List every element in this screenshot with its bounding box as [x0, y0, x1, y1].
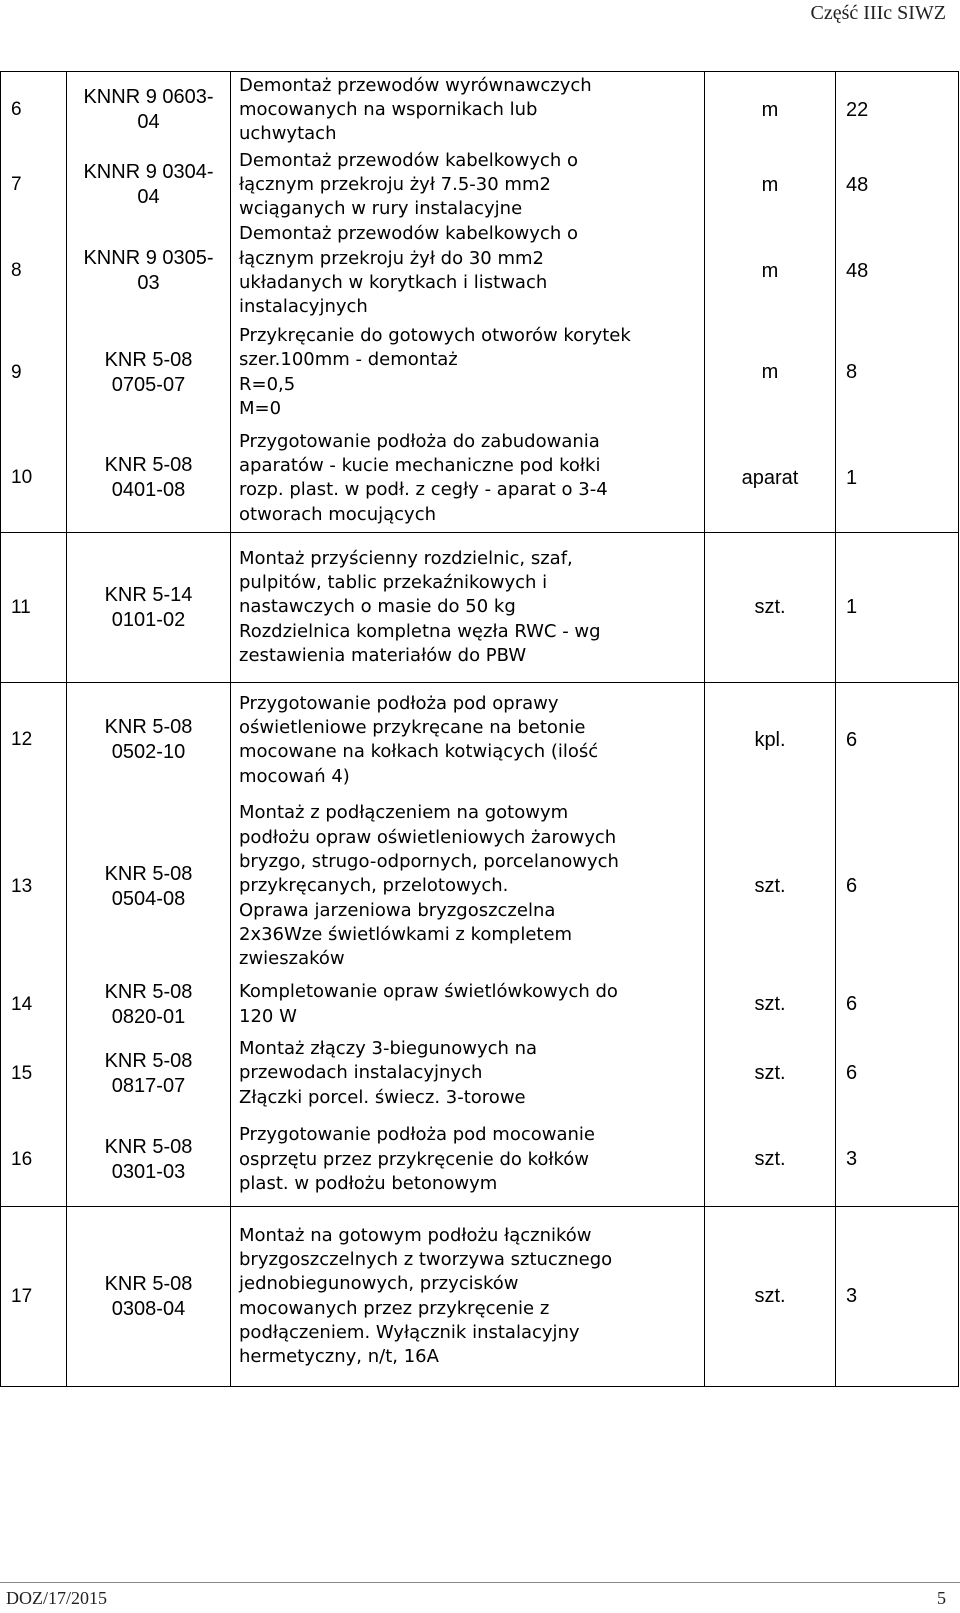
- work-description: Przygotowanie podłoża pod mocowanie osprzętu przez przykręcenie do kołków plast. w podłożu betonowym: [231, 1114, 705, 1207]
- work-description: Demontaż przewodów wyrównawczych mocowanych na wspornikach lub uchwytach: [231, 72, 705, 149]
- work-description: Przykręcanie do gotowych otworów korytek szer.100mm - demontaż R=0,5 M=0: [231, 321, 705, 425]
- quantity: 6: [836, 798, 959, 976]
- table-row: [1, 533, 959, 683]
- table-row: [1, 321, 959, 425]
- catalog-code: KNR 5-08 0705-07: [67, 321, 231, 425]
- row-number: 9: [1, 321, 67, 425]
- catalog-code: KNR 5-08 0504-08: [67, 798, 231, 976]
- unit: szt.: [705, 976, 836, 1034]
- footer-divider: [0, 1582, 960, 1583]
- quantity: 8: [836, 321, 959, 425]
- unit: m: [705, 222, 836, 321]
- row-number: 12: [1, 683, 67, 798]
- catalog-code: KNNR 9 0603- 04: [67, 72, 231, 149]
- catalog-code: KNR 5-14 0101-02: [67, 533, 231, 683]
- quantity: 1: [836, 425, 959, 533]
- unit: m: [705, 321, 836, 425]
- row-number: 17: [1, 1207, 67, 1387]
- work-description: Przygotowanie podłoża do zabudowania aparatów - kucie mechaniczne pod kołki rozp. plast. w podł. z cegły - aparat o 3-4 otworach mocujących: [231, 425, 705, 533]
- quantity: 48: [836, 149, 959, 222]
- catalog-code: KNR 5-08 0820-01: [67, 976, 231, 1034]
- quantity: 3: [836, 1207, 959, 1387]
- row-number: 13: [1, 798, 67, 976]
- quantity: 22: [836, 72, 959, 149]
- table-row: [1, 976, 959, 1034]
- quantity: 3: [836, 1114, 959, 1207]
- work-description: Demontaż przewodów kabelkowych o łącznym przekroju żył 7.5-30 mm2 wciąganych w rury instalacyjne: [231, 149, 705, 222]
- table-row: [1, 1034, 959, 1114]
- table-row: [1, 798, 959, 976]
- unit: szt.: [705, 1207, 836, 1387]
- unit: szt.: [705, 798, 836, 976]
- work-description: Demontaż przewodów kabelkowych o łącznym przekroju żył do 30 mm2 układanych w korytkach i listwach instalacyjnych: [231, 222, 705, 321]
- row-number: 7: [1, 149, 67, 222]
- row-number: 6: [1, 72, 67, 149]
- row-number: 15: [1, 1034, 67, 1114]
- cost-estimate-table: [0, 71, 959, 1387]
- work-description: Kompletowanie opraw świetlówkowych do 120 W: [231, 976, 705, 1034]
- catalog-code: KNR 5-08 0502-10: [67, 683, 231, 798]
- work-description: Montaż z podłączeniem na gotowym podłożu opraw oświetleniowych żarowych bryzgo, strugo-odpornych, porcelanowych przykręcanych, przelotowych. Oprawa jarzeniowa bryzgoszczelna 2x36Wze świetlówkami z kompletem zwieszaków: [231, 798, 705, 976]
- document-number: DOZ/17/2015: [6, 1588, 107, 1608]
- row-number: 8: [1, 222, 67, 321]
- work-description: Przygotowanie podłoża pod oprawy oświetleniowe przykręcane na betonie mocowane na kołkach kotwiących (ilość mocowań 4): [231, 683, 705, 798]
- work-description: Montaż przyścienny rozdzielnic, szaf, pulpitów, tablic przekaźnikowych i nastawczych o masie do 50 kg Rozdzielnica kompletna węzła RWC - wg zestawienia materiałów do PBW: [231, 533, 705, 683]
- unit: szt.: [705, 1034, 836, 1114]
- row-number: 16: [1, 1114, 67, 1207]
- table-row: [1, 1207, 959, 1387]
- table-row: [1, 683, 959, 798]
- table-row: [1, 1114, 959, 1207]
- work-description: Montaż na gotowym podłożu łączników bryzgoszczelnych z tworzywa sztucznego jednobiegunowych, przycisków mocowanych przez przykręcenie z podłączeniem. Wyłącznik instalacyjny hermetyczny, n/t, 16A: [231, 1207, 705, 1387]
- quantity: 6: [836, 1034, 959, 1114]
- table-row: [1, 149, 959, 222]
- unit: m: [705, 72, 836, 149]
- quantity: 48: [836, 222, 959, 321]
- quantity: 1: [836, 533, 959, 683]
- unit: szt.: [705, 533, 836, 683]
- page-number: 5: [937, 1588, 946, 1608]
- quantity: 6: [836, 976, 959, 1034]
- table-row: [1, 222, 959, 321]
- document-part-label: Część IIIc SIWZ: [810, 2, 946, 24]
- unit: kpl.: [705, 683, 836, 798]
- catalog-code: KNR 5-08 0401-08: [67, 425, 231, 533]
- catalog-code: KNNR 9 0304- 04: [67, 149, 231, 222]
- catalog-code: KNR 5-08 0301-03: [67, 1114, 231, 1207]
- table-row: [1, 72, 959, 149]
- row-number: 11: [1, 533, 67, 683]
- unit: aparat: [705, 425, 836, 533]
- unit: szt.: [705, 1114, 836, 1207]
- catalog-code: KNR 5-08 0308-04: [67, 1207, 231, 1387]
- quantity: 6: [836, 683, 959, 798]
- catalog-code: KNNR 9 0305- 03: [67, 222, 231, 321]
- row-number: 10: [1, 425, 67, 533]
- catalog-code: KNR 5-08 0817-07: [67, 1034, 231, 1114]
- unit: m: [705, 149, 836, 222]
- work-description: Montaż złączy 3-biegunowych na przewodach instalacyjnych Złączki porcel. świecz. 3-torowe: [231, 1034, 705, 1114]
- table-row: [1, 425, 959, 533]
- row-number: 14: [1, 976, 67, 1034]
